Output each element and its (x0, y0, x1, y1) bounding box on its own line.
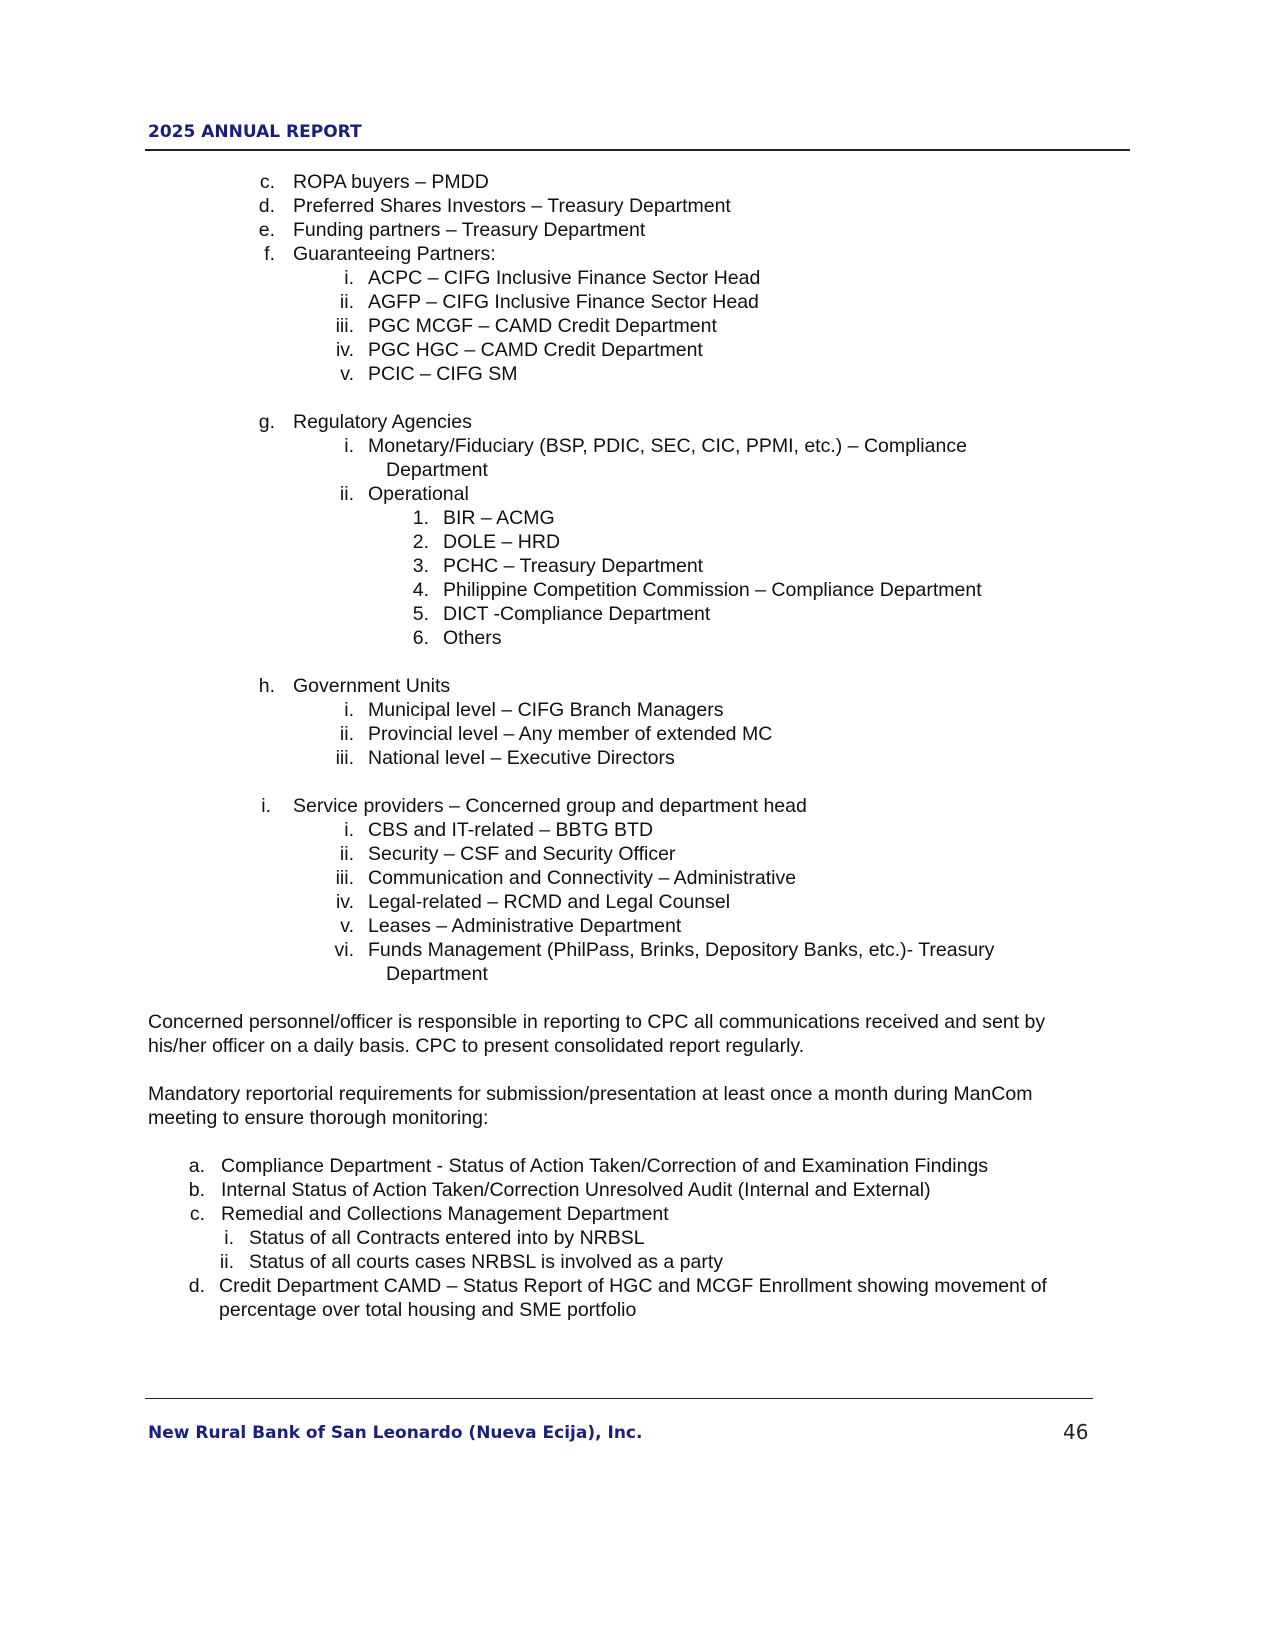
mandatory-requirements-paragraph (148, 1082, 1128, 1130)
paragraph-line: his/her officer on a daily basis. CPC to present consolidated report regularly. (148, 1035, 805, 1057)
header-divider (145, 149, 1130, 151)
footer-divider (145, 1398, 1093, 1399)
page-number: 46 (1063, 1420, 1089, 1444)
bank-name: New Rural Bank of San Leonardo (Nueva Ecija), Inc. (148, 1423, 643, 1443)
report-title: 2025 ANNUAL REPORT (148, 122, 362, 142)
paragraph-line: Mandatory reportorial requirements for submission/presentation at least once a month during ManCom (148, 1083, 1033, 1105)
reporting-paragraph (148, 1010, 1128, 1058)
paragraph-line: Concerned personnel/officer is responsible in reporting to CPC all communications received and sent by (148, 1011, 1046, 1033)
paragraph-line: meeting to ensure thorough monitoring: (148, 1107, 489, 1129)
